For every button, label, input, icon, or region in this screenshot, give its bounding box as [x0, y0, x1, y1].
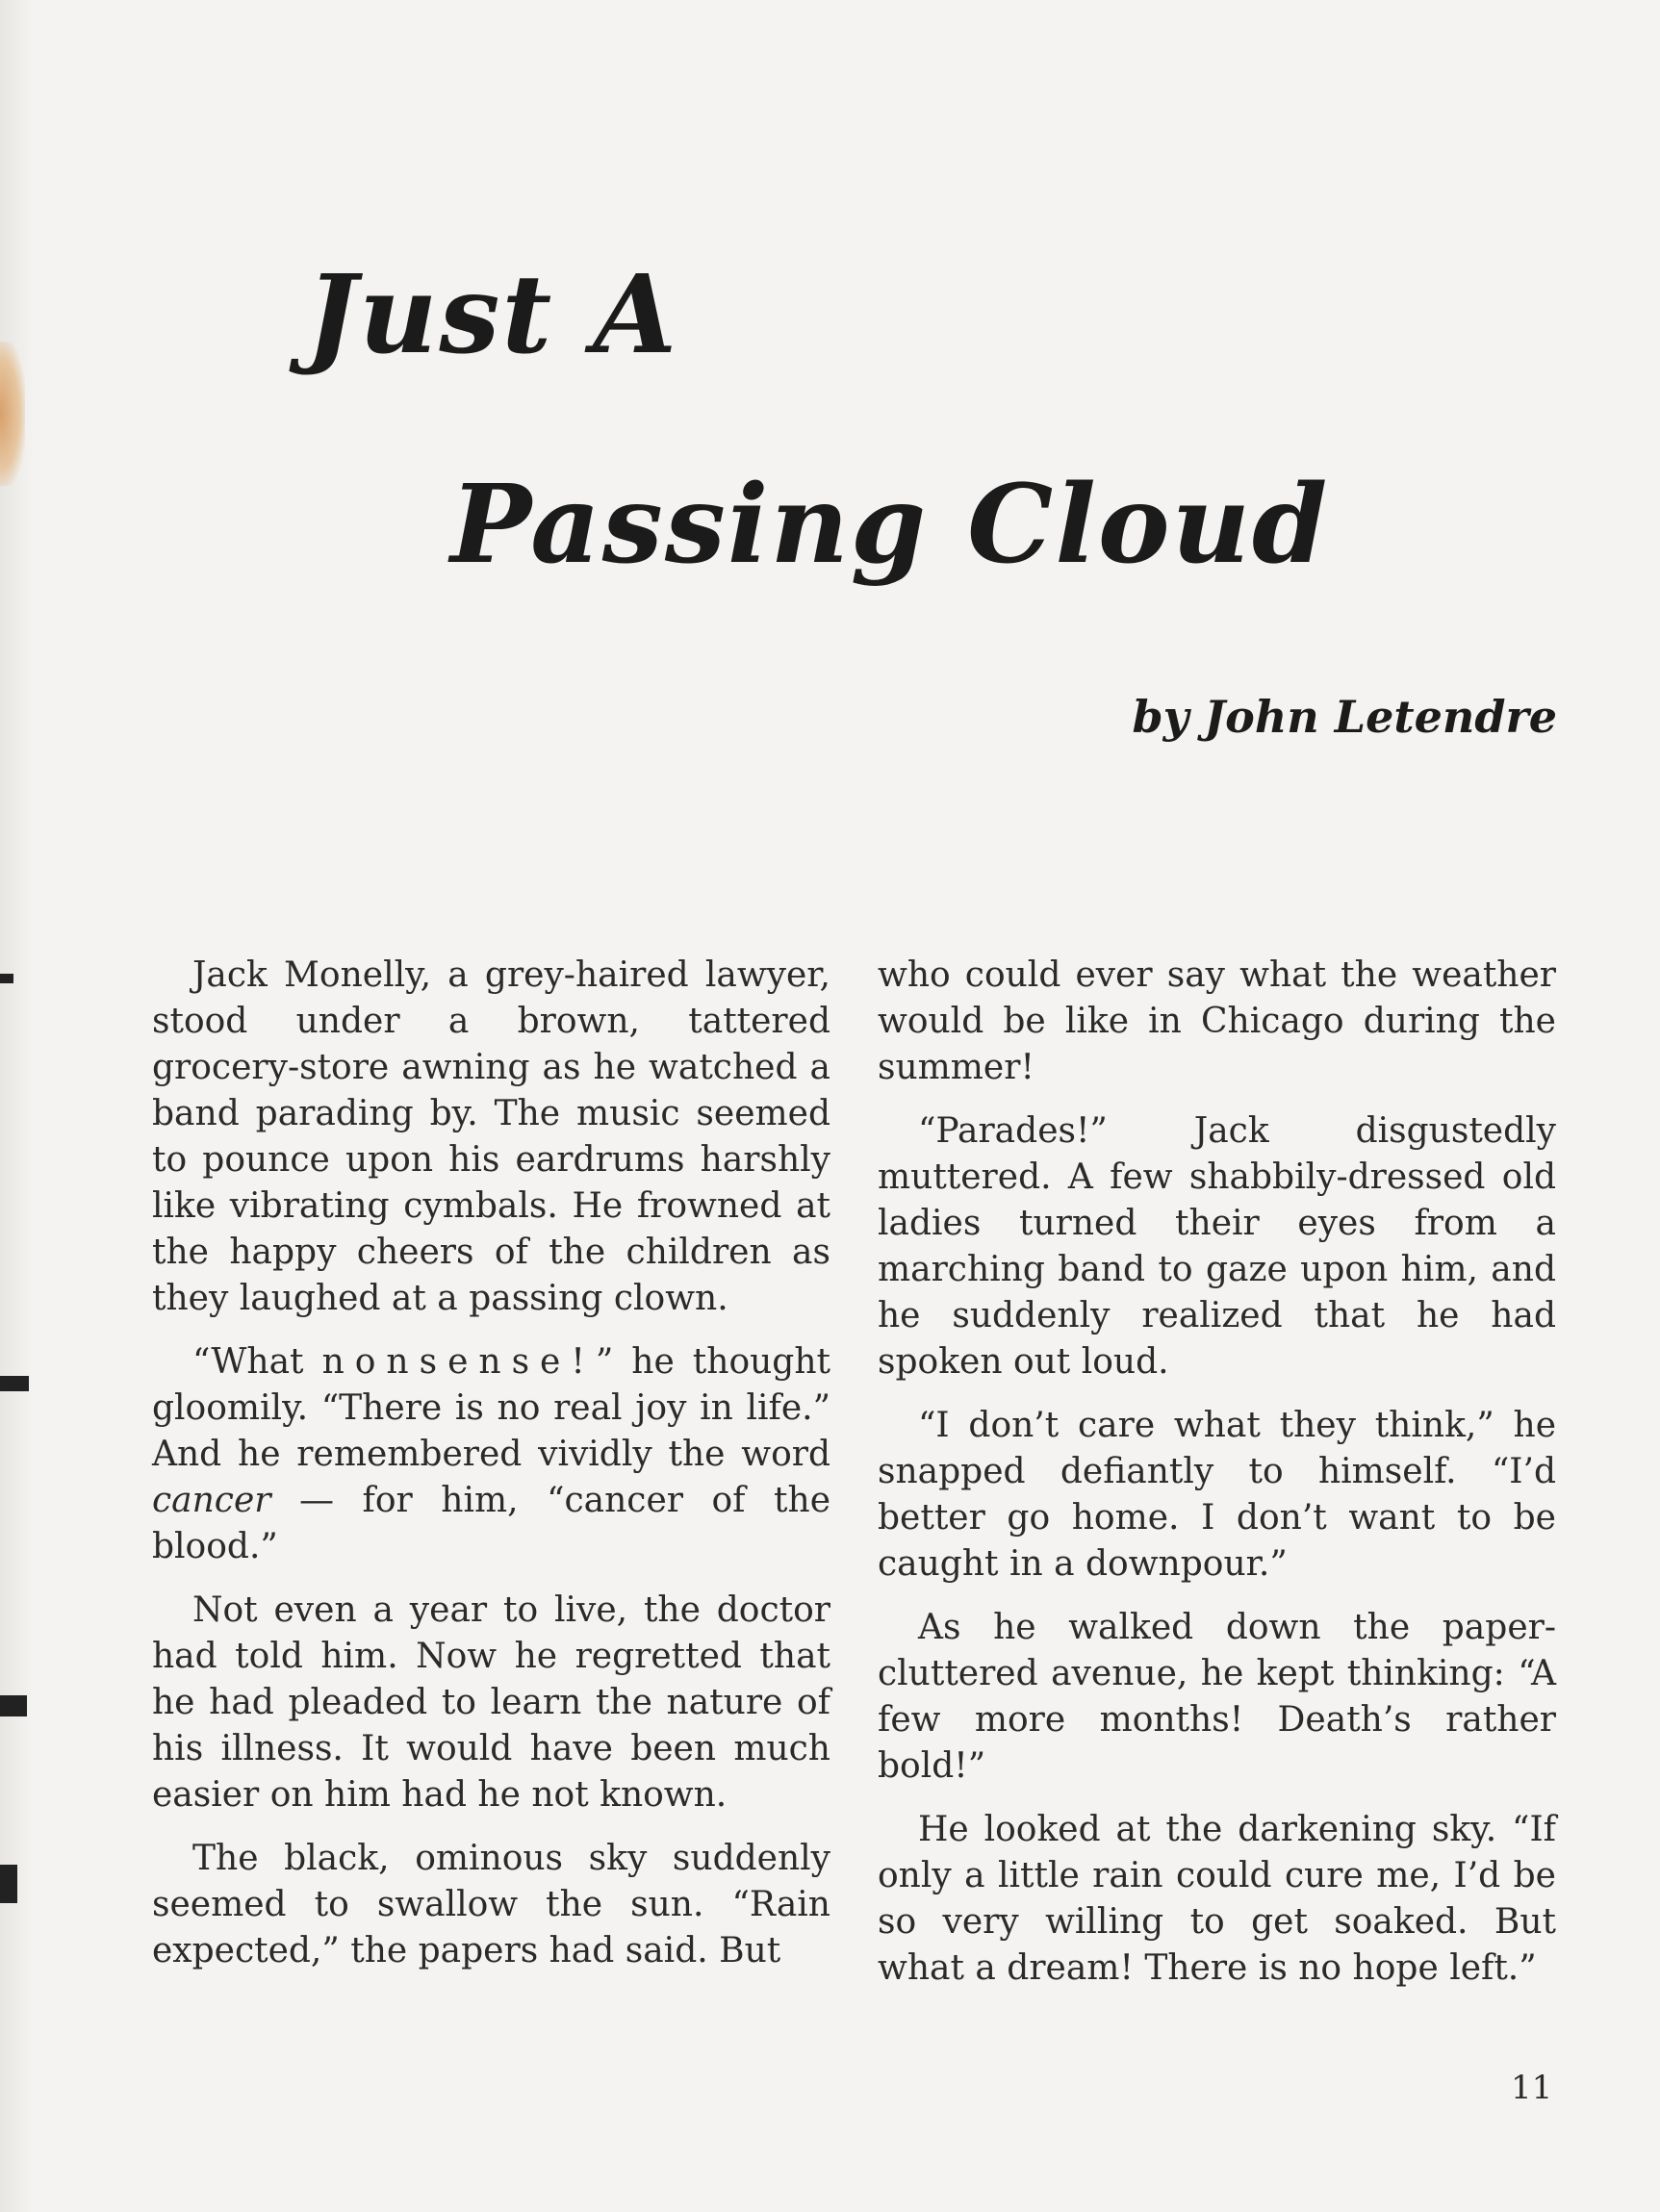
italic-word: cancer — [152, 1481, 271, 1520]
binding-stain — [0, 342, 25, 486]
emphasized-spaced-text: nonsense! — [321, 1342, 596, 1382]
text-column-left — [152, 953, 830, 1992]
article-title-line-2: Passing Cloud — [450, 462, 1330, 588]
paragraph: “Parades!” Jack disgustedly muttered. A few shabbily-dressed old ladies turned their eyes from a marching band to gaze upon him, and he suddenly realized that he had spoken out loud. — [878, 1111, 1556, 1382]
binding-tear-mark — [0, 974, 13, 983]
page-number: 11 — [1511, 2069, 1553, 2107]
paragraph: Not even a year to live, the doctor had told him. Now he regretted that he had pleaded to learn the nature of his illness. It would have been much easier on him had he not known. — [152, 1590, 830, 1815]
paragraph-text: — for him, “cancer of the blood.” — [152, 1481, 830, 1566]
article-title-line-1: Just A — [306, 252, 679, 378]
paragraph: “I don’t care what they think,” he snapped defiantly to himself. “I’d better go home. I don’t want to be caught in a downpour.” — [878, 1406, 1556, 1584]
paragraph: Jack Monelly, a grey-haired lawyer, stood under a brown, tattered grocery-store awning as he watched a band parading by. The music seemed to pounce upon his eardrums harshly like vibrating cymbals. He frowned at the happy cheers of the children as they laughed at a passing clown. — [152, 955, 830, 1318]
paragraph-continued: who could ever say what the weather would be like in Chicago during the summer! — [878, 955, 1556, 1087]
paragraph: The black, ominous sky suddenly seemed to swallow the sun. “Rain expected,” the papers had said. But — [152, 1839, 830, 1970]
paragraph-text: “What — [192, 1342, 322, 1382]
paragraph-text: ” he thought gloomily. “There is no real joy in life.” And he remembered vividly the word — [152, 1342, 830, 1474]
binding-tear-mark — [0, 1695, 27, 1716]
paragraph: He looked at the darkening sky. “If only a little rain could cure me, I’d be so very willing to get soaked. But what a dream! There is no hope left.” — [878, 1810, 1556, 1988]
paragraph: As he walked down the paper-cluttered avenue, he kept thinking: “A few more months! Death’s rather bold!” — [878, 1608, 1556, 1786]
binding-tear-mark — [0, 1865, 17, 1903]
binding-tear-mark — [0, 1376, 29, 1391]
text-column-right — [878, 953, 1556, 2009]
paragraph — [152, 1339, 830, 1570]
article-byline: by John Letendre — [1132, 691, 1557, 743]
